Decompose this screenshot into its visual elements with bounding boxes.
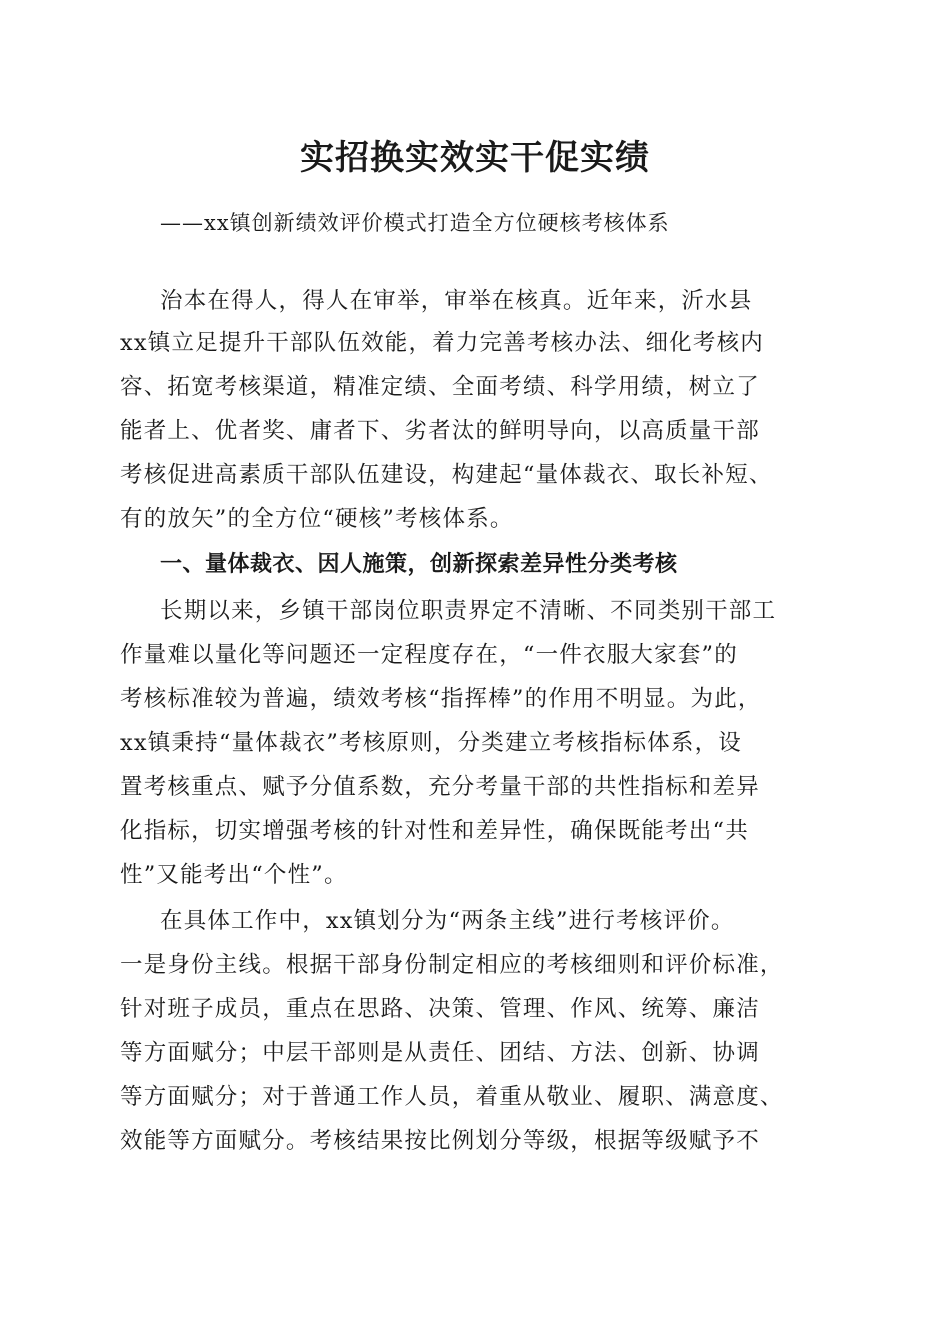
paragraph-line: 长期以来，乡镇干部岗位职责界定不清晰、不同类别干部工 [160,598,777,624]
paragraph-line: 等方面赋分；中层干部则是从责任、团结、方法、创新、协调 [120,1040,760,1066]
paragraph-line: 考核促进高素质干部队伍建设，构建起“量体裁衣、取长补短、 [120,462,773,488]
paragraph-line: 置考核重点、赋予分值系数，充分考量干部的共性指标和差异 [120,774,760,800]
paragraph-line: 治本在得人，得人在审举，审举在核真。近年来，沂水县 [160,288,753,314]
paragraph-line: 能者上、优者奖、庸者下、劣者汰的鲜明导向，以高质量干部 [120,418,760,444]
paragraph-line: 容、拓宽考核渠道，精准定绩、全面考绩、科学用绩，树立了 [120,374,760,400]
paragraph-line: xx镇秉持“量体裁衣”考核原则，分类建立考核指标体系，设 [120,730,742,756]
paragraph-line: 针对班子成员，重点在思路、决策、管理、作风、统筹、廉洁 [120,996,760,1022]
paragraph-line: 在具体工作中，xx镇划分为“两条主线”进行考核评价。 [160,908,735,934]
paragraph-line: 考核标准较为普遍，绩效考核“指挥棒”的作用不明显。为此， [120,686,762,712]
paragraph-line: 效能等方面赋分。考核结果按比例划分等级，根据等级赋予不 [120,1128,760,1154]
paragraph-line: 作量难以量化等问题还一定程度存在，“一件衣服大家套”的 [120,642,738,668]
paragraph-line: xx镇立足提升干部队伍效能，着力完善考核办法、细化考核内 [120,330,764,356]
paragraph-line: 一是身份主线。根据干部身份制定相应的考核细则和评价标准， [120,952,784,978]
paragraph-line: 有的放矢”的全方位“硬核”考核体系。 [120,506,514,532]
paragraph-line: 化指标，切实增强考核的针对性和差异性，确保既能考出“共 [120,818,749,844]
document-subtitle: ——xx镇创新绩效评价模式打造全方位硬核考核体系 [160,211,670,235]
section-heading: 一、量体裁衣、因人施策，创新探索差异性分类考核 [160,552,678,577]
paragraph-line: 等方面赋分；对于普通工作人员，着重从敬业、履职、满意度、 [120,1084,784,1110]
paragraph-line: 性”又能考出“个性”。 [120,862,348,888]
document-title: 实招换实效实干促实绩 [300,138,650,178]
